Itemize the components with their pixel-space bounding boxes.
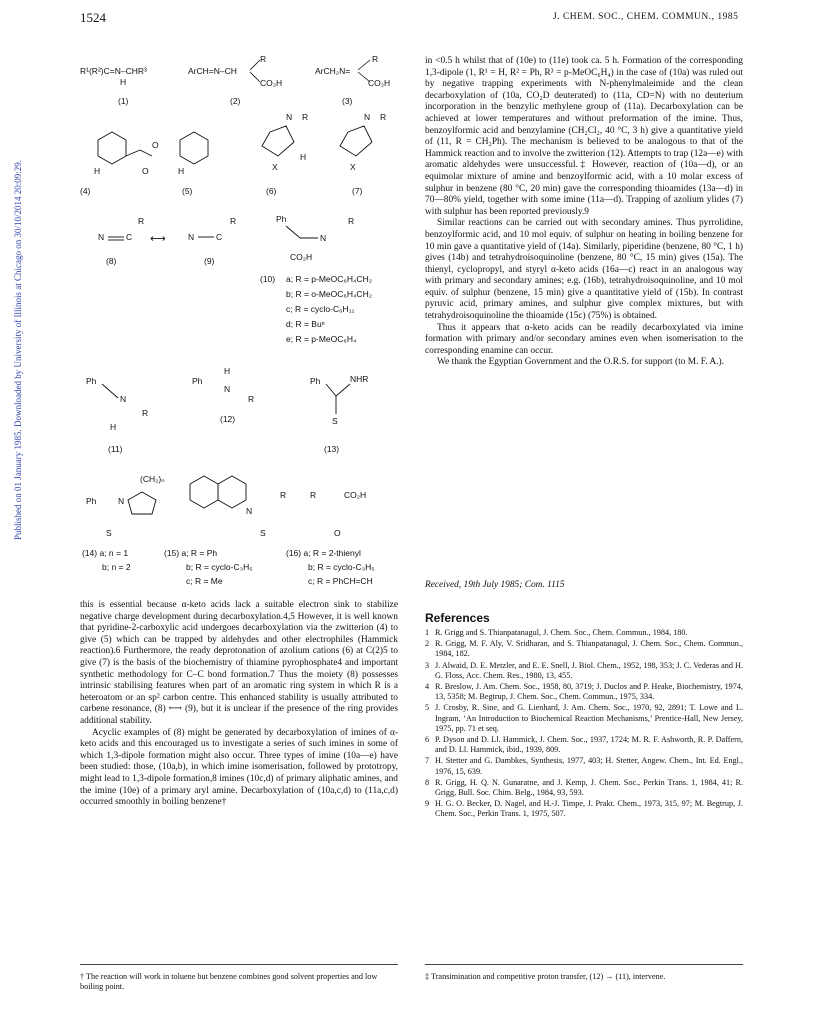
- compound-10e: e; R = p-MeOC₆H₄: [286, 334, 357, 344]
- label-11: (11): [108, 444, 123, 454]
- compound-10-co2h: CO₂H: [290, 252, 313, 262]
- footnote-left: † The reaction will work in toluene but benzene combines good solvent properties and low boiling point.: [80, 972, 378, 992]
- compound-2-r: R: [260, 54, 267, 64]
- compound-15a: (15) a; R = Ph: [164, 548, 218, 558]
- compound-15-n: N: [246, 506, 253, 516]
- compound-3-co2h: CO₂H: [368, 78, 391, 88]
- compound-11-ph: Ph: [86, 376, 97, 386]
- compound-10-ph: Ph: [276, 214, 287, 224]
- label-10: (10): [260, 274, 276, 284]
- compound-16-o: O: [334, 528, 341, 538]
- compound-10-n: N: [320, 233, 327, 243]
- label-3: (3): [342, 96, 353, 106]
- compound-4-h: H: [94, 166, 101, 176]
- compound-12-r: R: [248, 394, 255, 404]
- compound-15-r: R: [280, 490, 287, 500]
- compound-7-x: X: [350, 162, 356, 172]
- compound-13-nhr: NHR: [350, 374, 369, 384]
- compound-8: N: [98, 232, 105, 242]
- compound-16-r: R: [310, 490, 317, 500]
- references-heading: References: [425, 611, 490, 625]
- reference-item: 5 J. Crosby, R. Sine, and G. Lienhard, J. Am. Chem. Soc., 1970, 92, 2891; T. Lowe and L. Ingram, ‘An Introduction to Biochemical Reaction Mechanisms,’ Prentice-Hall, New Jersey, 1975, pp. 71 et seq.: [425, 703, 743, 733]
- compound-15c: c; R = Me: [186, 576, 223, 586]
- label-9: (9): [204, 256, 215, 266]
- reference-item: 9 H. G. O. Becker, D. Nagel, and H.-J. Timpe, J. Prakt. Chem., 1973, 315, 97; M. Begtrup, J. Chem. Soc., Perkin Trans. 1, 1975, 507.: [425, 799, 743, 819]
- reference-item: 4 R. Breslow, J. Am. Chem. Soc., 1958, 80, 3719; J. Duclos and P. Heake, Biochemistry, 1974, 13, 5358; M. Begtrup, J. Chem. Soc., Chem. Commun., 1975, 334.: [425, 682, 743, 702]
- right-column-text: [425, 56, 743, 369]
- structure-scheme: [80, 52, 398, 592]
- compound-10b: b; R = o-MeOC₆H₄CH₂: [286, 289, 373, 299]
- compound-8-r: R: [138, 216, 145, 226]
- structure-drawing: [80, 52, 398, 592]
- compound-7-n: N: [364, 112, 371, 122]
- reference-item: 2 R. Grigg, M. F. Aly, V. Sridharan, and S. Thianpatanagul, J. Chem. Soc., Chem. Commun., 1984, 182.: [425, 639, 743, 659]
- compound-13-ph: Ph: [310, 376, 321, 386]
- compound-14b: b; n = 2: [102, 562, 131, 572]
- compound-6-n: N: [286, 112, 293, 122]
- label-4: (4): [80, 186, 91, 196]
- journal-header: J. CHEM. SOC., CHEM. COMMUN., 1985: [553, 12, 739, 22]
- compound-4-o: O: [152, 140, 159, 150]
- reference-item: 8 R. Grigg, H. Q. N. Gunaratne, and J. Kemp, J. Chem. Soc., Perkin Trans. 1, 1984, 41; R. Grigg, Bull. Soc. Chim. Belg., 1984, 93, 593.: [425, 777, 743, 798]
- reference-item: 6 P. Dyson and D. Ll. Hammick, J. Chem. Soc., 1937, 1724; M. R. F. Ashworth, R. P. Daffern, and D. Ll. Hammick, ibid., 1939, 809.: [425, 735, 743, 755]
- compound-14-s: S: [106, 528, 112, 538]
- compound-2-co2h: CO₂H: [260, 78, 283, 88]
- compound-12-n: N: [224, 384, 231, 394]
- compound-9-c: C: [216, 232, 223, 242]
- right-paragraph-4: We thank the Egyptian Government and the O.R.S. for support (to M. F. A.).: [437, 357, 724, 368]
- compound-9: N: [188, 232, 195, 242]
- compound-10-r: R: [348, 216, 355, 226]
- compound-5-h: H: [178, 166, 185, 176]
- compound-16-co2h: CO₂H: [344, 490, 367, 500]
- reference-item: 7 H. Stetter and G. Dambkes, Synthesis, 1977, 403; H. Stetter, Angew. Chem., Int. Ed. Engl., 1976, 15, 639.: [425, 756, 743, 776]
- compound-6-x: X: [272, 162, 278, 172]
- left-column-text: [80, 600, 398, 809]
- reference-list: [425, 628, 743, 821]
- compound-16c: c; R = PhCH=CH: [308, 576, 373, 586]
- compound-6-r: R: [302, 112, 309, 122]
- compound-6-h: H: [300, 152, 307, 162]
- download-watermark-text: Published on 01 January 1985. Downloaded by University of Illinois at Chicago on 30/10/2014 20:09:29.: [13, 160, 23, 540]
- compound-13-s: S: [332, 416, 338, 426]
- page-number: 1524: [80, 10, 106, 25]
- compound-8-c: C: [126, 232, 133, 242]
- reference-item: 3 J. Alwaid, D. E. Metzler, and E. E. Snell, J. Biol. Chem., 1952, 198, 353; J. C. Vederas and H. G. Floss, Acc. Chem. Res., 1980, 13, 455.: [425, 660, 743, 680]
- compound-14a: (14) a; n = 1: [82, 548, 129, 558]
- footnote-divider-right: [425, 964, 743, 965]
- label-6: (6): [266, 186, 277, 196]
- resonance-arrow-icon: ⟷: [150, 233, 166, 245]
- label-13: (13): [324, 444, 340, 454]
- footnote-divider-left: [80, 964, 398, 965]
- compound-9-r: R: [230, 216, 237, 226]
- compound-3-r: R: [372, 54, 379, 64]
- compound-11-h: H: [110, 422, 117, 432]
- compound-12-h: H: [224, 366, 231, 376]
- compound-11-r: R: [142, 408, 149, 418]
- compound-4-o2: O: [142, 166, 149, 176]
- received-date: Received, 19th July 1985; Com. 1115: [425, 580, 565, 590]
- compound-1-h: H: [120, 77, 127, 87]
- left-paragraph-2: Acyclic examples of (8) might be generated by decarboxylation of imines of α-keto acids and this encouraged us to investigate a series of such imines in some of which 1,3-dipole formation might also occur. Three types of imine (10a—e) have been studied: those, (10a,b), in which imine isomerisation, followed by prototropy, might lead to 1,3-dipole formation,8 imines (10c,d) of primary aliphatic amines, and the imine (10e) of a primary aryl amine. Decarboxylation of (10a,c,d) to (11a,c,d) occurred smoothly in boiling benzene†: [80, 727, 398, 808]
- compound-10d: d; R = Buⁿ: [286, 319, 325, 329]
- compound-15b: b; R = cyclo-C₃H₅: [186, 562, 253, 572]
- compound-16a: (16) a; R = 2-thienyl: [286, 548, 361, 558]
- compound-12-ph: Ph: [192, 376, 203, 386]
- right-paragraph-1: in <0.5 h whilst that of (10e) to (11e) took ca. 5 h. Formation of the corresponding 1,3-dipole (1, R¹ = H, R² = Ph, R³ = p-MeOC₆H₄) in the case of (10a) was ruled out by negative trapping experiments with N-phenylmaleimide and the clean decarboxylation of (10a, CO₂D deuterated) to (11a, CD=N) with no deuterium incorporation in the benzylic methylene group of (11a). Decarboxylation can be achieved at lower temperatures and without preformation of the imine. Thus, benzoylformic acid and benzylamine (CH₂Cl₂, 40 °C, 3 h) give a quantitative yield of (11, R = CH₂Ph). The mechanism is believed to be analogous to that of the Hammick reaction and to involve the zwitterion (12). Attempts to trap (12a—e) with aromatic aldehydes were unsuccessful.‡ However, reaction of (10a—d), or an equimolar mixture of amine and benzoylformic acid, with a 10 molar excess of sulphur in benzene (80 °C, 20 min) gave the corresponding thioamides (13a—d) in 70—80% yield, together with some imine (11a—d). Trapping of azolium ylides (7) with sulphur has been reported previously.9: [425, 56, 743, 217]
- left-paragraph-1: this is essential because α-keto acids lack a suitable electron sink to stabilize negative charge development during decarboxylation.4,5 However, it is well known that pyridine-2-carboxylic acid undergoes decarboxylation via the zwitterion (4) to give (5) which can be trapped by aldehydes and other electrophiles (Hammick reaction).6 Furthermore, the ready deprotonation of azolium cations (6) at C(2)5 to give (7) is the basis of the biochemistry of thiamine pyrophosphate4 and important synthetic methodology for C–C bond formation.7 Thus the moiety (8) possesses intrinsic stabilising features when part of an aromatic ring system in which R is a heteroatom or an sp² carbon centre. This enhanced stability is usually attributed to carbene resonance, (8) ⟷ (9), but it is unclear if the presence of the ring provides additional stability.: [80, 600, 398, 726]
- label-2: (2): [230, 96, 241, 106]
- label-7: (7): [352, 186, 363, 196]
- right-paragraph-3: Thus it appears that α-keto acids can be readily decarboxylated via imine formation with primary and/or secondary amines even when isomerisation to the corresponding enamine can occur.: [425, 322, 743, 356]
- compound-14-n: N: [118, 496, 125, 506]
- compound-7-r: R: [380, 112, 387, 122]
- download-watermark: [1, 160, 23, 620]
- label-1: (1): [118, 96, 129, 106]
- compound-14-ch2n: (CH₂)ₙ: [140, 474, 165, 484]
- compound-2: ArCH=N–CH: [188, 66, 237, 76]
- compound-3: ArCH₂N=: [315, 66, 351, 76]
- compound-10c: c; R = cyclo-C₆H₁₁: [286, 304, 355, 314]
- label-5: (5): [182, 186, 193, 196]
- compound-10a: a; R = p-MeOC₆H₄CH₂: [286, 274, 373, 284]
- label-12: (12): [220, 414, 236, 424]
- compound-11-n: N: [120, 394, 127, 404]
- compound-15-s: S: [260, 528, 266, 538]
- compound-1: R¹(R²)C=N–CHR³: [80, 66, 147, 76]
- label-8: (8): [106, 256, 117, 266]
- compound-14-ph: Ph: [86, 496, 97, 506]
- footnote-right: ‡ Transimination and competitive proton transfer, (12) → (11), intervene.: [425, 972, 666, 981]
- right-paragraph-2: Similar reactions can be carried out with secondary amines. Thus pyrrolidine, benzoylformic acid, and 10 mol equiv. of sulphur on heating in boiling benzene for 10 min gave a quantitative yield of (14a). Similarly, piperidine (benzene, 80 °C, 1 h) gives (14b) and tetrahydroisoquinoline (benzene, 80 °C, 15 min) gives (15a). The thienyl, cyclopropyl, and styryl α-keto acids (16a—c) react in an analogous way with primary and secondary amines; e.g. (16b), tetrahydroisoquinoline, and 10 mol equiv. of sulphur (benzene, 15 min) give a quantitative yield of (15b). In contrast pyruvic acid, primary amines, and sulphur give complex mixtures, but with tetrahydroisoquinoline the thioamide (15c) (75%) is obtained.: [425, 218, 743, 322]
- reference-item: 1 R. Grigg and S. Thianpatanagul, J. Chem. Soc., Chem. Commun., 1984, 180.: [425, 628, 688, 637]
- compound-16b: b; R = cyclo-C₃H₅: [308, 562, 375, 572]
